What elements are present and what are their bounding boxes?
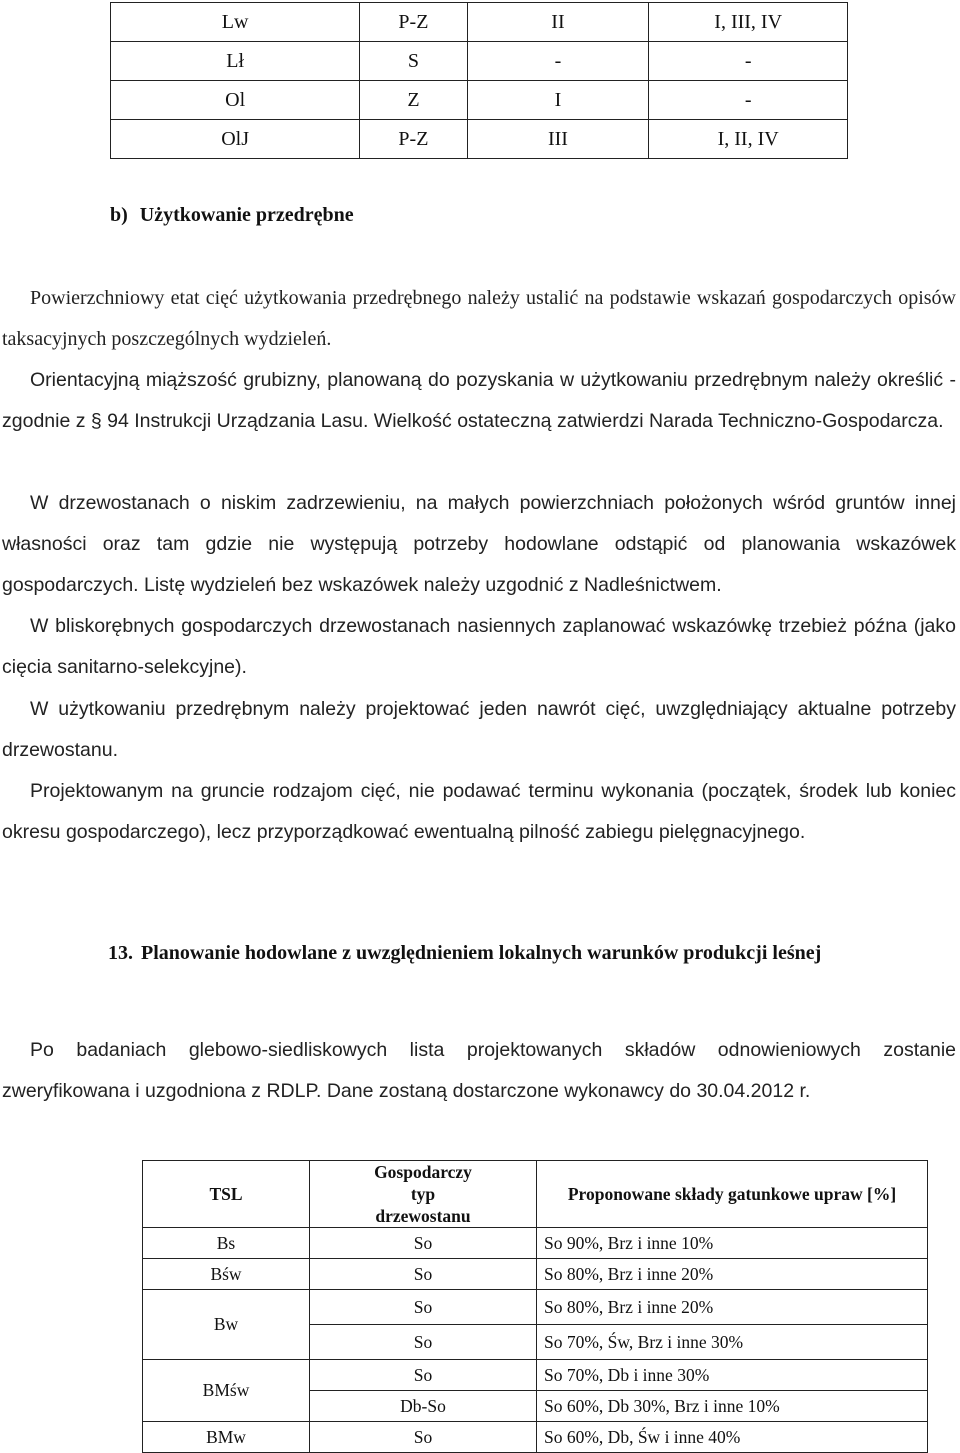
paragraph-miazszosc: Orientacyjną miąższość grubizny, planowaną do pozyskania w użytkowaniu przedrębnym należy określić - zgodnie z § 94 Instrukcji Urządzania Lasu. Wielkość ostateczną zatwierdzi Narada Techniczno-Gospodarcza.	[2, 369, 956, 432]
stand-type-table	[110, 2, 848, 159]
table-cell: I	[467, 81, 649, 120]
table-row	[111, 120, 848, 159]
section-label: b)	[110, 204, 128, 226]
table-cell: -	[467, 42, 649, 81]
table-cell: So 70%, Db i inne 30%	[537, 1360, 928, 1391]
column-header-tsl: TSL	[143, 1161, 310, 1228]
table-cell: I, II, IV	[649, 120, 848, 159]
table-cell: So	[310, 1325, 537, 1360]
table-cell: P-Z	[360, 3, 467, 42]
table-cell: So	[310, 1290, 537, 1325]
table-cell: Lł	[111, 42, 360, 81]
table-cell: So	[310, 1360, 537, 1391]
table-cell: Db-So	[310, 1391, 537, 1422]
table-cell: BMw	[143, 1422, 310, 1453]
paragraph-bliskorebne: W bliskorębnych gospodarczych drzewostanach nasiennych zaplanować wskazówkę trzebież późna (jako cięcia sanitarno-selekcyjne).	[2, 615, 956, 678]
table-cell: Z	[360, 81, 467, 120]
table-row	[111, 42, 848, 81]
table-row	[143, 1360, 928, 1391]
column-header-sklad: Proponowane składy gatunkowe upraw [%]	[537, 1161, 928, 1228]
section-heading-13	[108, 942, 821, 965]
table-cell: So 90%, Brz i inne 10%	[537, 1228, 928, 1259]
table-row	[111, 3, 848, 42]
table-cell: S	[360, 42, 467, 81]
table-cell: II	[467, 3, 649, 42]
paragraph-rdlp: Po badaniach glebowo-siedliskowych lista projektowanych składów odnowieniowych zostanie zweryfikowana i uzgodniona z RDLP. Dane zostaną dostarczone wykonawcy do 30.04.2012 r.	[2, 1039, 956, 1102]
table-cell: -	[649, 81, 848, 120]
column-header-typ: Gospodarczy typ drzewostanu	[310, 1161, 537, 1228]
table-cell: BMśw	[143, 1360, 310, 1422]
paragraph-projektowanie: Projektowanym na gruncie rodzajom cięć, nie podawać terminu wykonania (początek, środek lub koniec okresu gospodarczego), lecz przyporządkować ewentualną pilność zabiegu pielęgnacyjnego.	[2, 780, 956, 843]
table-cell: Bs	[143, 1228, 310, 1259]
table-row	[143, 1290, 928, 1325]
table-row	[111, 81, 848, 120]
table-cell: III	[467, 120, 649, 159]
section-title: Użytkowanie przedrębne	[139, 204, 354, 226]
paragraph-etat: Powierzchniowy etat cięć użytkowania przedrębnego należy ustalić na podstawie wskazań gospodarczych opisów taksacyjnych poszczególnych wydzieleń.	[2, 287, 956, 350]
table-row	[143, 1228, 928, 1259]
table-cell: Ol	[111, 81, 360, 120]
table-cell: -	[649, 42, 848, 81]
paragraph-nawrot: W użytkowaniu przedrębnym należy projektować jeden nawrót cięć, uwzględniający aktualne potrzeby drzewostanu.	[2, 698, 956, 761]
section-title: Planowanie hodowlane z uwzględnieniem lokalnych warunków produkcji leśnej	[141, 942, 822, 964]
table-cell: Bśw	[143, 1259, 310, 1290]
table-cell: P-Z	[360, 120, 467, 159]
table-cell: So	[310, 1422, 537, 1453]
table-cell: So	[310, 1228, 537, 1259]
table-cell: So	[310, 1259, 537, 1290]
paragraph-niskie-zadrzewienie: W drzewostanach o niskim zadrzewieniu, na małych powierzchniach położonych wśród gruntów innej własności oraz tam gdzie nie występują potrzeby hodowlane odstąpić od planowania wskazówek gospodarczych. Listę wydzieleń bez wskazówek należy uzgodnić z Nadleśnictwem.	[2, 492, 956, 596]
table-cell: So 80%, Brz i inne 20%	[537, 1259, 928, 1290]
table-row	[143, 1259, 928, 1290]
table-cell: So 80%, Brz i inne 20%	[537, 1290, 928, 1325]
table-cell: I, III, IV	[649, 3, 848, 42]
section-heading	[110, 204, 354, 227]
species-composition-table	[142, 1160, 928, 1453]
table-cell: So 60%, Db 30%, Brz i inne 10%	[537, 1391, 928, 1422]
section-number: 13.	[108, 942, 133, 964]
table-cell: So 60%, Db, Św i inne 40%	[537, 1422, 928, 1453]
table-cell: Bw	[143, 1290, 310, 1360]
table-cell: So 70%, Św, Brz i inne 30%	[537, 1325, 928, 1360]
table-cell: OlJ	[111, 120, 360, 159]
table-header-row	[143, 1161, 928, 1228]
table-cell: Lw	[111, 3, 360, 42]
